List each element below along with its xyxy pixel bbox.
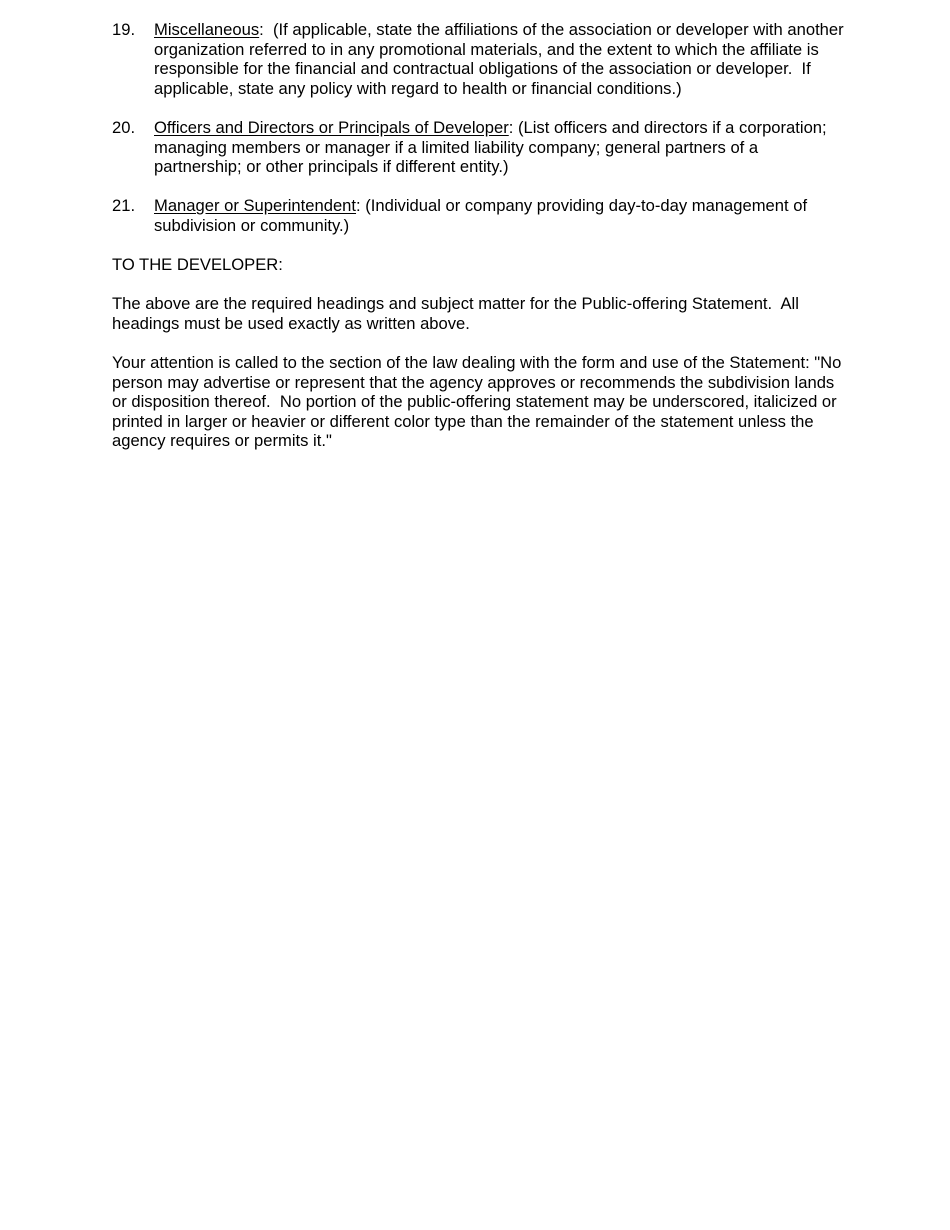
item-heading-officers-directors: Officers and Directors or Principals of Developer xyxy=(154,117,509,137)
item-text: : (If applicable, state the affiliations of the association or developer with another organization referred to in any promotional materials, and the extent to which the affiliate is responsible for the financial and contractual obligations of the association or developer. If applicable, state any policy with regard to health or financial conditions.) xyxy=(154,20,849,98)
item-body xyxy=(154,20,847,98)
developer-heading: TO THE DEVELOPER: xyxy=(112,255,283,275)
list-item-20 xyxy=(112,118,847,177)
item-body xyxy=(154,196,847,235)
item-number: 20. xyxy=(112,117,136,137)
paragraph-required-headings: The above are the required headings and subject matter for the Public-offering Statement. All headings must be used exactly as written above. xyxy=(112,294,804,333)
list-item-19 xyxy=(112,20,847,98)
item-text: : (List officers and directors if a corporation; managing members or manager if a limited liability company; general partners of a partnership; or other principals if different entity.) xyxy=(154,117,832,177)
item-heading-miscellaneous: Miscellaneous xyxy=(154,20,260,39)
item-text: : (Individual or company providing day-to-day management of subdivision or community.) xyxy=(154,196,812,235)
paragraph-law-attention: Your attention is called to the section of the law dealing with the form and use of the Statement: "No person may advertise or represent that the agency approves or recommends the subdivision lands or disposition thereof. No portion of the public-offering statement may be underscored, italicized or printed in larger or heavier or different color type than the remainder of the statement unless the agency requires or permits it." xyxy=(112,353,847,451)
item-heading-manager: Manager or Superintendent xyxy=(154,196,357,216)
list-item-21 xyxy=(112,196,847,235)
document-page xyxy=(112,20,847,471)
item-number: 19. xyxy=(112,20,136,39)
item-body xyxy=(154,118,847,177)
item-number: 21. xyxy=(112,196,136,216)
